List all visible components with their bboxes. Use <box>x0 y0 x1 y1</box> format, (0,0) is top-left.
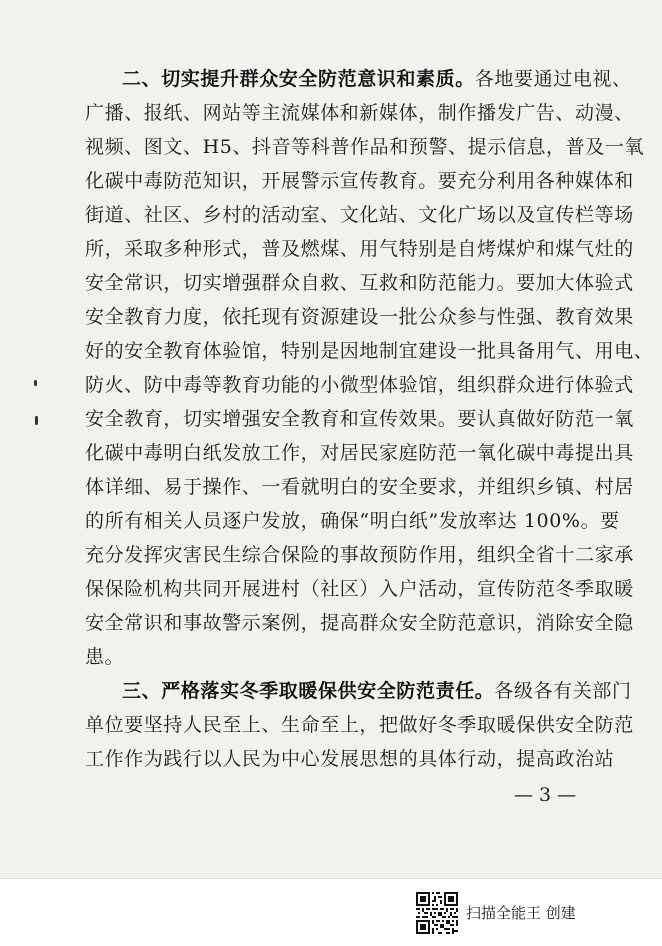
paragraph-2-line-15: 充分发挥灾害民生综合保险的事故预防作用，组织全省十二家承 <box>85 544 634 566</box>
paragraph-2-line-2: 广播、报纸、网站等主流媒体和新媒体，制作播发广告、动漫、 <box>85 102 634 124</box>
paragraph-2-line-11: 安全教育，切实增强安全教育和宣传效果。要认真做好防范一氧 <box>85 408 634 430</box>
paragraph-2-line-8: 安全教育力度，依托现有资源建设一批公众参与性强、教育效果 <box>85 306 634 328</box>
paragraph-2-line-1 <box>122 66 632 92</box>
paragraph-2-line-7: 安全常识，切实增强群众自救、互救和防范能力。要加大体验式 <box>85 272 634 294</box>
paragraph-2-line-4: 化碳中毒防范知识，开展警示宣传教育。要充分利用各种媒体和 <box>85 170 634 192</box>
paragraph-2-line-5: 街道、社区、乡村的活动室、文化站、文化广场以及宣传栏等场 <box>85 204 634 226</box>
paragraph-2-line-18: 患。 <box>85 646 125 668</box>
scanner-app-label: 扫描全能王 创建 <box>466 904 576 922</box>
paragraph-2-line-13: 体详细、易于操作、一看就明白的安全要求，并组织乡镇、村居 <box>85 476 634 498</box>
paragraph-2-line-6: 所，采取多种形式，普及燃煤、用气特别是自烤煤炉和煤气灶的 <box>85 238 634 260</box>
paragraph-2-heading: 二、切实提升群众安全防范意识和素质。 <box>122 68 475 90</box>
qr-code-icon <box>416 892 458 934</box>
paragraph-3-line-3: 工作作为践行以人民为中心发展思想的具体行动，提高政治站 <box>85 748 615 770</box>
paragraph-2-line-1-text: 各地要通过电视、 <box>474 68 632 90</box>
paragraph-2-line-9: 好的安全教育体验馆，特别是因地制宜建设一批具备用气、用电、 <box>85 340 654 362</box>
scan-mark <box>34 380 37 386</box>
paragraph-3-heading: 三、严格落实冬季取暖保供安全防范责任。 <box>122 680 495 702</box>
paragraph-2-line-10: 防火、防中毒等教育功能的小微型体验馆，组织群众进行体验式 <box>85 374 634 396</box>
paragraph-2-line-3: 视频、图文、H5、抖音等科普作品和预警、提示信息，普及一氧 <box>85 136 645 158</box>
paragraph-2-line-12: 化碳中毒明白纸发放工作，对居民家庭防范一氧化碳中毒提出具 <box>85 442 634 464</box>
paragraph-2-line-17: 安全常识和事故警示案例，提高群众安全防范意识，消除安全隐 <box>85 612 634 634</box>
paragraph-3-line-1 <box>122 678 632 704</box>
page-number: — 3 — <box>514 784 577 806</box>
paragraph-2-line-16: 保保险机构共同开展进村（社区）入户活动，宣传防范冬季取暖 <box>85 578 634 600</box>
paragraph-3-line-2: 单位要坚持人民至上、生命至上，把做好冬季取暖保供安全防范 <box>85 714 634 736</box>
scanner-watermark <box>416 892 656 938</box>
paragraph-3-line-1-text: 各级各有关部门 <box>494 680 632 702</box>
scan-mark <box>35 416 38 425</box>
paragraph-2-line-14: 的所有相关人员逐户发放，确保“明白纸”发放率达 100%。要 <box>85 510 620 532</box>
